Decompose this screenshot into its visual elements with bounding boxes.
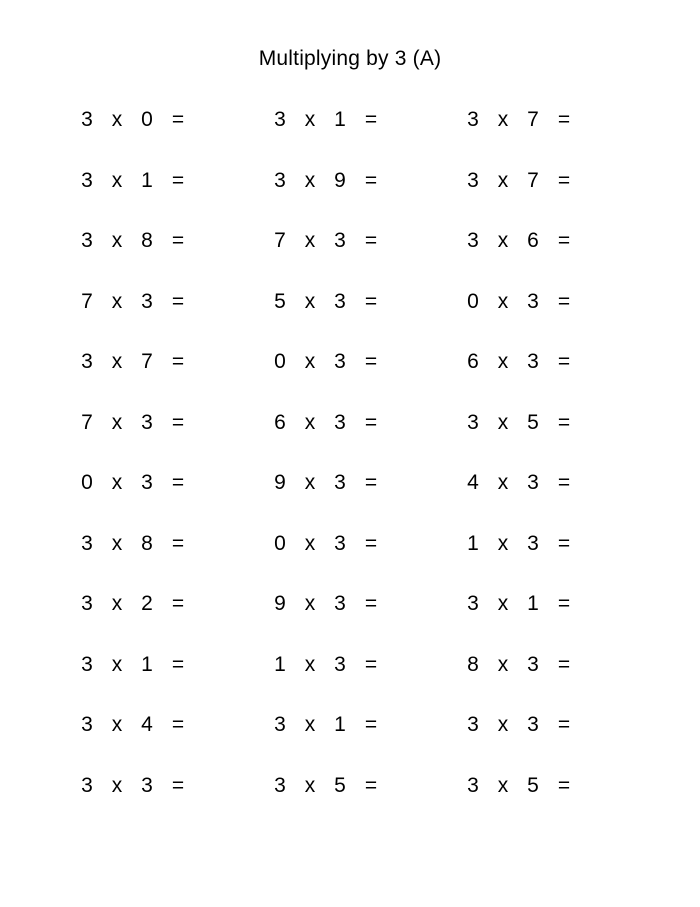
problem-operator: x xyxy=(497,229,509,252)
problem-row xyxy=(271,650,411,680)
problem-row xyxy=(78,408,218,438)
problem-equals: = xyxy=(171,289,185,313)
problem-row xyxy=(271,589,411,619)
problem-equals: = xyxy=(171,229,185,252)
problem-row xyxy=(464,287,604,317)
problem-row xyxy=(464,347,604,377)
problem-row xyxy=(78,347,218,377)
problem-operand-b: 4 xyxy=(141,713,153,736)
problem-equals: = xyxy=(557,713,571,736)
problem-equals: = xyxy=(171,350,185,373)
problem-equals: = xyxy=(364,713,378,736)
problem-equals: = xyxy=(171,410,185,434)
problem-operand-a: 8 xyxy=(467,652,479,676)
problem-operator: x xyxy=(497,289,509,313)
problem-row xyxy=(464,105,604,135)
problem-operand-b: 3 xyxy=(334,592,346,615)
problem-equals: = xyxy=(364,410,378,434)
problem-operand-b: 3 xyxy=(334,289,346,313)
problem-operator: x xyxy=(111,471,123,494)
problem-equals: = xyxy=(364,471,378,494)
problem-row xyxy=(464,529,604,559)
problem-operand-b: 1 xyxy=(334,713,346,736)
problem-operator: x xyxy=(497,773,509,797)
problem-operand-b: 3 xyxy=(334,652,346,676)
problem-row xyxy=(78,166,218,196)
problem-operator: x xyxy=(304,350,316,373)
problem-equals: = xyxy=(171,108,185,131)
problem-operator: x xyxy=(111,713,123,736)
problem-row xyxy=(271,166,411,196)
problem-operator: x xyxy=(304,108,316,131)
problem-operand-a: 0 xyxy=(81,471,93,494)
problem-operand-a: 3 xyxy=(274,713,286,736)
problem-operator: x xyxy=(304,713,316,736)
problem-operator: x xyxy=(497,531,509,555)
problem-row xyxy=(464,166,604,196)
problem-row xyxy=(78,650,218,680)
problem-row xyxy=(464,226,604,256)
problem-equals: = xyxy=(557,108,571,131)
problem-operand-b: 9 xyxy=(334,168,346,192)
problem-operand-a: 3 xyxy=(81,773,93,797)
problem-equals: = xyxy=(557,592,571,615)
problem-operand-b: 6 xyxy=(527,229,539,252)
problem-operand-a: 0 xyxy=(467,289,479,313)
problem-operand-a: 7 xyxy=(81,289,93,313)
problem-operand-b: 5 xyxy=(527,773,539,797)
problem-operator: x xyxy=(497,168,509,192)
problem-row xyxy=(78,710,218,740)
problem-equals: = xyxy=(557,531,571,555)
worksheet-title: Multiplying by 3 (A) xyxy=(258,47,442,70)
problem-operator: x xyxy=(304,289,316,313)
problem-operator: x xyxy=(304,471,316,494)
problem-operator: x xyxy=(497,652,509,676)
problem-operator: x xyxy=(497,350,509,373)
problem-row xyxy=(464,710,604,740)
problem-operator: x xyxy=(304,229,316,252)
problem-operand-a: 3 xyxy=(467,229,479,252)
problem-row xyxy=(78,529,218,559)
problem-operand-b: 8 xyxy=(141,531,153,555)
problem-row xyxy=(78,771,218,801)
problem-operator: x xyxy=(111,229,123,252)
problem-operator: x xyxy=(304,168,316,192)
problem-operand-b: 3 xyxy=(527,471,539,494)
problem-equals: = xyxy=(171,592,185,615)
problem-operator: x xyxy=(111,773,123,797)
problem-operand-b: 0 xyxy=(141,108,153,131)
problem-operand-a: 1 xyxy=(274,652,286,676)
problem-row xyxy=(78,226,218,256)
problem-operand-b: 1 xyxy=(141,168,153,192)
problem-row xyxy=(271,529,411,559)
problem-operand-a: 7 xyxy=(274,229,286,252)
problem-equals: = xyxy=(557,350,571,373)
problem-operator: x xyxy=(111,531,123,555)
problem-equals: = xyxy=(364,592,378,615)
problem-operand-a: 3 xyxy=(467,410,479,434)
problem-row xyxy=(78,105,218,135)
problem-operand-a: 3 xyxy=(467,592,479,615)
problem-operand-a: 3 xyxy=(81,350,93,373)
problem-row xyxy=(271,468,411,498)
problem-operator: x xyxy=(497,592,509,615)
problem-equals: = xyxy=(557,471,571,494)
problem-operand-b: 3 xyxy=(334,410,346,434)
problem-operand-a: 9 xyxy=(274,471,286,494)
problem-equals: = xyxy=(171,652,185,676)
problem-operand-b: 3 xyxy=(527,652,539,676)
problem-row xyxy=(78,589,218,619)
problem-operand-b: 3 xyxy=(141,289,153,313)
problem-operand-b: 1 xyxy=(334,108,346,131)
problem-operator: x xyxy=(497,471,509,494)
problem-operand-b: 2 xyxy=(141,592,153,615)
problem-operand-a: 3 xyxy=(467,108,479,131)
problem-operand-a: 0 xyxy=(274,350,286,373)
problem-operand-a: 1 xyxy=(467,531,479,555)
problem-operand-b: 5 xyxy=(527,410,539,434)
problem-operator: x xyxy=(497,713,509,736)
problem-equals: = xyxy=(171,713,185,736)
problem-operator: x xyxy=(497,410,509,434)
problem-row xyxy=(464,589,604,619)
problem-row xyxy=(464,771,604,801)
problem-operator: x xyxy=(497,108,509,131)
problem-operand-a: 3 xyxy=(81,531,93,555)
problem-equals: = xyxy=(364,773,378,797)
problem-equals: = xyxy=(557,168,571,192)
problem-operator: x xyxy=(111,168,123,192)
problem-row xyxy=(271,710,411,740)
problem-operator: x xyxy=(111,108,123,131)
problem-operand-b: 3 xyxy=(141,773,153,797)
problem-operand-b: 3 xyxy=(334,531,346,555)
problem-operator: x xyxy=(111,592,123,615)
problem-operand-a: 4 xyxy=(467,471,479,494)
problem-equals: = xyxy=(364,229,378,252)
problem-operator: x xyxy=(111,652,123,676)
problem-operand-b: 8 xyxy=(141,229,153,252)
problem-row xyxy=(271,105,411,135)
problem-operand-a: 3 xyxy=(274,168,286,192)
problem-operand-a: 3 xyxy=(467,713,479,736)
problem-operand-b: 7 xyxy=(141,350,153,373)
problem-operator: x xyxy=(304,652,316,676)
problem-operand-b: 7 xyxy=(527,168,539,192)
problem-row xyxy=(271,771,411,801)
problem-operand-a: 9 xyxy=(274,592,286,615)
problem-operand-b: 3 xyxy=(527,350,539,373)
problem-row xyxy=(271,226,411,256)
problem-row xyxy=(271,347,411,377)
problem-operand-b: 1 xyxy=(527,592,539,615)
problem-equals: = xyxy=(364,168,378,192)
problem-equals: = xyxy=(557,773,571,797)
problem-operand-a: 3 xyxy=(467,168,479,192)
problem-operand-a: 3 xyxy=(467,773,479,797)
problem-operand-a: 3 xyxy=(274,108,286,131)
problem-equals: = xyxy=(171,471,185,494)
problem-operand-a: 3 xyxy=(274,773,286,797)
problem-row xyxy=(78,287,218,317)
problem-equals: = xyxy=(557,289,571,313)
problem-equals: = xyxy=(171,168,185,192)
problem-operand-a: 3 xyxy=(81,229,93,252)
problem-equals: = xyxy=(364,289,378,313)
problem-operand-b: 1 xyxy=(141,652,153,676)
problem-row xyxy=(464,408,604,438)
problem-operator: x xyxy=(304,592,316,615)
problem-equals: = xyxy=(364,652,378,676)
problem-equals: = xyxy=(557,229,571,252)
problem-operator: x xyxy=(304,773,316,797)
problem-operand-a: 7 xyxy=(81,410,93,434)
problem-operator: x xyxy=(111,289,123,313)
problem-operand-b: 3 xyxy=(334,471,346,494)
problem-operator: x xyxy=(111,350,123,373)
problem-row xyxy=(464,650,604,680)
problem-operator: x xyxy=(304,410,316,434)
problem-operand-a: 5 xyxy=(274,289,286,313)
problem-operand-b: 5 xyxy=(334,773,346,797)
problem-equals: = xyxy=(557,410,571,434)
problem-row xyxy=(271,408,411,438)
problem-operand-b: 3 xyxy=(141,471,153,494)
problem-equals: = xyxy=(557,652,571,676)
problem-operand-b: 7 xyxy=(527,108,539,131)
problem-operand-b: 3 xyxy=(141,410,153,434)
problem-operator: x xyxy=(304,531,316,555)
problem-operand-b: 3 xyxy=(527,531,539,555)
problem-operand-b: 3 xyxy=(334,229,346,252)
problem-equals: = xyxy=(364,350,378,373)
problem-operand-a: 3 xyxy=(81,108,93,131)
problem-equals: = xyxy=(364,531,378,555)
problem-operand-a: 3 xyxy=(81,652,93,676)
problem-operand-a: 3 xyxy=(81,592,93,615)
problem-row xyxy=(78,468,218,498)
problem-operand-a: 3 xyxy=(81,713,93,736)
problem-equals: = xyxy=(171,773,185,797)
problem-operand-b: 3 xyxy=(527,713,539,736)
problem-row xyxy=(464,468,604,498)
problem-operand-b: 3 xyxy=(527,289,539,313)
problem-equals: = xyxy=(171,531,185,555)
problem-operand-a: 0 xyxy=(274,531,286,555)
problem-operand-a: 3 xyxy=(81,168,93,192)
problem-equals: = xyxy=(364,108,378,131)
problem-operand-b: 3 xyxy=(334,350,346,373)
problem-operand-a: 6 xyxy=(467,350,479,373)
problem-row xyxy=(271,287,411,317)
problem-operator: x xyxy=(111,410,123,434)
problem-operand-a: 6 xyxy=(274,410,286,434)
